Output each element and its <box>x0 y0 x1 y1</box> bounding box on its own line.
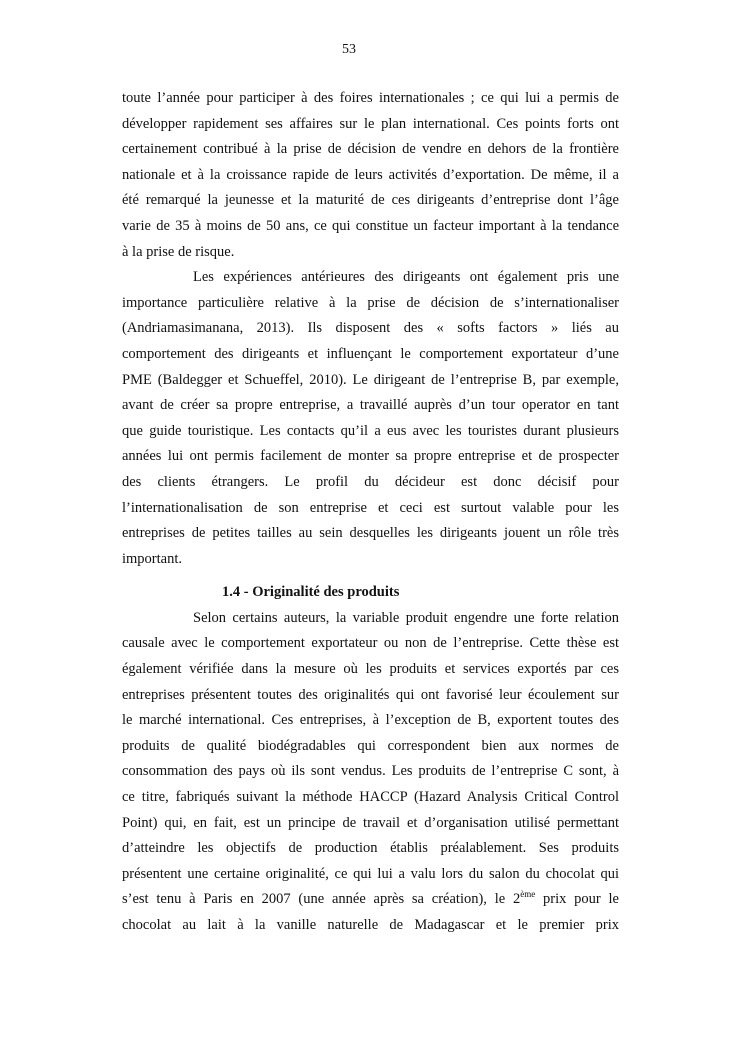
text-line: comportement des dirigeants et influençant le comportement exportateur d’une <box>122 345 619 362</box>
paragraph-1 <box>122 86 619 265</box>
text-line: (Andriamasimanana, 2013). Ils disposent des « softs factors » liés au <box>122 320 619 337</box>
text-line: nationale et à la croissance rapide de leurs activités d’exportation. De même, il a <box>122 166 619 183</box>
paragraph-2 <box>122 265 619 572</box>
text-line: été remarqué la jeunesse et la maturité de ces dirigeants d’entreprise dont l’âge <box>122 192 619 209</box>
page-number: 53 <box>342 42 356 57</box>
text-line: que guide touristique. Les contacts qu’il a eus avec les touristes durant plusieurs <box>122 422 619 439</box>
text-fragment: prix pour le <box>535 891 619 908</box>
text-line: entreprises présentent toutes des originalités qui ont favorisé leur écoulement sur <box>122 686 619 703</box>
text-line: présentent une certaine originalité, ce qui lui a valu lors du salon du chocolat qui <box>122 865 619 882</box>
text-line: à la prise de risque. <box>122 243 235 260</box>
text-line: développer rapidement ses affaires sur le plan international. Ces points forts ont <box>122 115 619 132</box>
text-line: d’atteindre les objectifs de production établis préalablement. Ses produits <box>122 840 619 857</box>
text-line: Les expériences antérieures des dirigeants ont également pris une <box>193 269 619 286</box>
text-line: l’internationalisation de son entreprise et ceci est surtout valable pour les <box>122 499 619 516</box>
text-line: également vérifiée dans la mesure où les produits et services exportés par ces <box>122 661 619 678</box>
text-line: des clients étrangers. Le profil du décideur est donc décisif pour <box>122 473 619 490</box>
text-line: consommation des pays où ils sont vendus. Les produits de l’entreprise C sont, à <box>122 763 619 780</box>
text-line: chocolat au lait à la vanille naturelle de Madagascar et le premier prix <box>122 917 619 933</box>
text-line: important. <box>122 550 183 567</box>
text-line: avant de créer sa propre entreprise, a travaillé auprès d’un tour operator en tant <box>122 397 619 414</box>
text-line: ce titre, fabriqués suivant la méthode HACCP (Hazard Analysis Critical Control <box>122 789 619 806</box>
text-line: toute l’année pour participer à des foires internationales ; ce qui lui a permis de <box>122 90 619 106</box>
body-text <box>122 86 619 939</box>
superscript: ème <box>520 889 536 900</box>
text-line: PME (Baldegger et Schueffel, 2010). Le dirigeant de l’entreprise B, par exemple, <box>122 371 619 388</box>
paragraph-3 <box>122 606 619 939</box>
text-line: importance particulière relative à la prise de décision de s’internationaliser <box>122 294 619 311</box>
section-heading: 1.4 - Originalité des produits <box>222 584 400 601</box>
text-line: Selon certains auteurs, la variable produit engendre une forte relation <box>193 609 619 626</box>
text-line: années lui ont permis facilement de monter sa propre entreprise et de prospecter <box>122 448 619 465</box>
text-line-with-superscript <box>122 887 619 913</box>
text-line: causale avec le comportement exportateur ou non de l’entreprise. Cette thèse est <box>122 635 619 652</box>
text-fragment: s’est tenu à Paris en 2007 (une année après sa création), le 2 <box>122 891 521 908</box>
text-line: Point) qui, en fait, est un principe de travail et d’organisation utilisé permettant <box>122 814 619 831</box>
text-line: certainement contribué à la prise de décision de vendre en dehors de la frontière <box>122 141 619 158</box>
text-line: varie de 35 à moins de 50 ans, ce qui constitue un facteur important à la tendance <box>122 217 619 234</box>
text-line: produits de qualité biodégradables qui correspondent bien aux normes de <box>122 737 619 754</box>
text-line: entreprises de petites tailles au sein desquelles les dirigeants jouent un rôle très <box>122 525 619 542</box>
text-line: le marché international. Ces entreprises, à l’exception de B, exportent toutes des <box>122 712 619 729</box>
